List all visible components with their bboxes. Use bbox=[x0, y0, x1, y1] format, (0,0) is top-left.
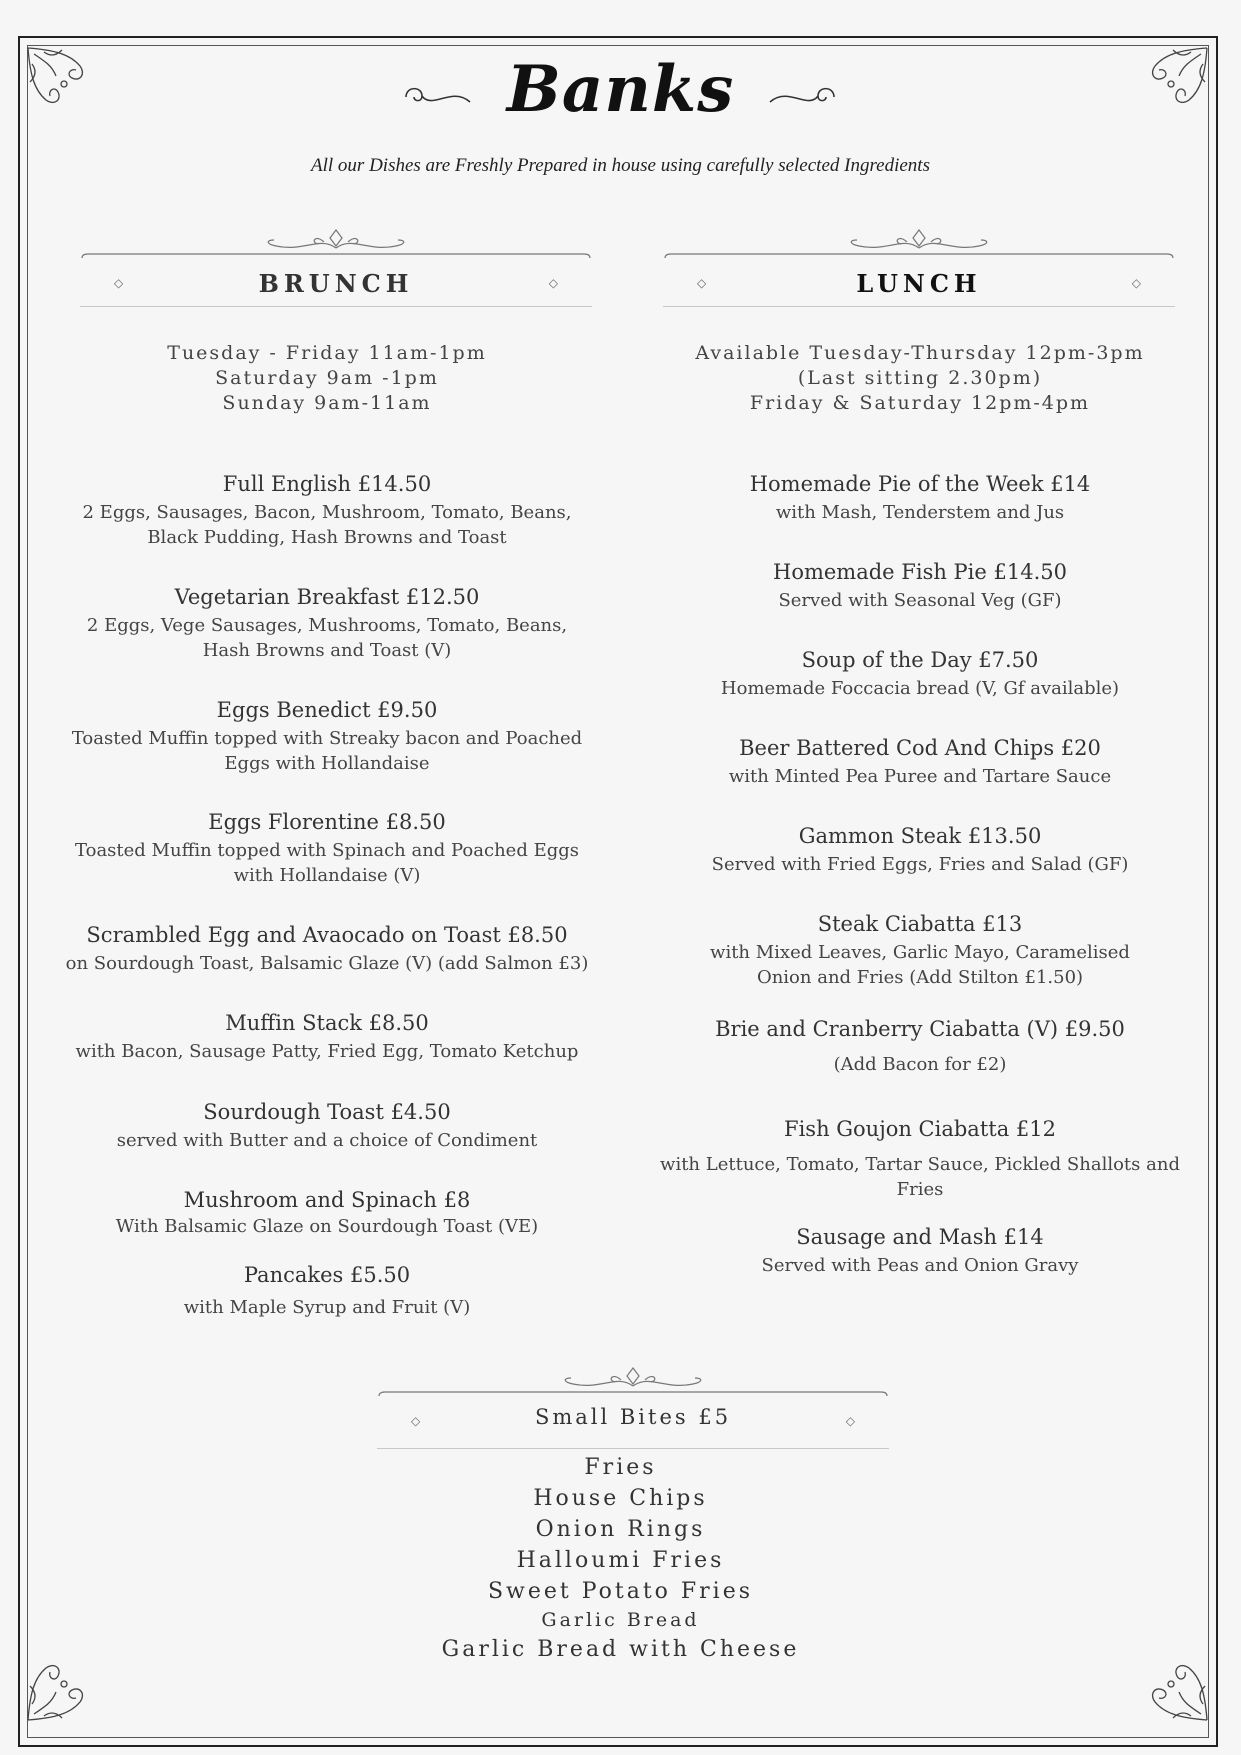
item-name: Mushroom and Spinach £8 bbox=[183, 1188, 471, 1212]
item-name: Soup of the Day £7.50 bbox=[801, 648, 1039, 672]
item-description: on Sourdough Toast, Balsamic Glaze (V) (add Salmon £3) bbox=[65, 953, 589, 974]
tagline: All our Dishes are Freshly Prepared in house using carefully selected Ingredients bbox=[311, 155, 930, 176]
lunch-hours bbox=[650, 341, 1190, 416]
item-description: with Mash, Tenderstem and Jus bbox=[775, 502, 1065, 523]
divider bbox=[377, 1448, 889, 1449]
list-item: Sweet Potato Fries bbox=[487, 1579, 754, 1604]
brunch-column bbox=[67, 341, 587, 1331]
item-description: 2 Eggs, Sausages, Bacon, Mushroom, Tomato, Beans, Black Pudding, Hash Browns and Toast bbox=[82, 502, 572, 548]
list-item: Garlic Bread bbox=[541, 1609, 700, 1631]
item-name: Brie and Cranberry Ciabatta (V) £9.50 bbox=[715, 1017, 1125, 1041]
swirl-ornament-icon bbox=[766, 80, 838, 114]
item-description: Homemade Foccacia bread (V, Gf available) bbox=[720, 678, 1120, 699]
menu-item bbox=[47, 921, 607, 976]
menu-item bbox=[67, 583, 587, 663]
item-description: (Add Bacon for £2) bbox=[833, 1054, 1007, 1075]
diamond-icon: ◇ bbox=[411, 1414, 421, 1428]
diamond-icon: ◇ bbox=[548, 276, 558, 290]
item-description: with Lettuce, Tomato, Tartar Sauce, Pickled Shallots and Fries bbox=[660, 1154, 1180, 1200]
hours-line: Saturday 9am -1pm bbox=[215, 367, 439, 389]
item-description: Served with Peas and Onion Gravy bbox=[761, 1255, 1079, 1276]
hours-line: Sunday 9am-11am bbox=[222, 392, 432, 414]
item-description: 2 Eggs, Vege Sausages, Mushrooms, Tomato, Beans, Hash Browns and Toast (V) bbox=[86, 615, 568, 661]
item-name: Gammon Steak £13.50 bbox=[798, 824, 1042, 848]
header-ornament-icon bbox=[80, 222, 592, 262]
hours-line: (Last sitting 2.30pm) bbox=[797, 367, 1043, 389]
diamond-icon: ◇ bbox=[114, 276, 124, 290]
list-item: Fries bbox=[584, 1455, 657, 1480]
lunch-section-header bbox=[663, 222, 1175, 312]
diamond-icon: ◇ bbox=[1131, 276, 1141, 290]
hours-line: Friday & Saturday 12pm-4pm bbox=[749, 392, 1091, 414]
menu-item bbox=[67, 1098, 587, 1153]
item-description: Toasted Muffin topped with Spinach and Poached Eggs with Hollandaise (V) bbox=[75, 840, 579, 886]
diamond-icon: ◇ bbox=[697, 276, 707, 290]
menu-item bbox=[660, 1223, 1180, 1278]
list-item: Garlic Bread with Cheese bbox=[441, 1637, 800, 1662]
item-description: Served with Fried Eggs, Fries and Salad (GF) bbox=[711, 854, 1129, 875]
item-name: Homemade Pie of the Week £14 bbox=[749, 472, 1091, 496]
section-title-small-bites: Small Bites £5 bbox=[534, 1405, 732, 1429]
item-name: Homemade Fish Pie £14.50 bbox=[773, 560, 1067, 584]
list-item: Halloumi Fries bbox=[516, 1548, 725, 1573]
menu-item bbox=[700, 910, 1140, 990]
menu-item bbox=[660, 646, 1180, 701]
list-item: House Chips bbox=[533, 1486, 708, 1511]
item-name: Muffin Stack £8.50 bbox=[225, 1011, 429, 1035]
item-name: Sausage and Mash £14 bbox=[796, 1225, 1044, 1249]
brunch-hours bbox=[57, 341, 597, 416]
menu-item bbox=[67, 696, 587, 776]
menu-item bbox=[67, 808, 587, 888]
restaurant-logo-title: Banks bbox=[506, 52, 735, 127]
small-bites-section-header bbox=[377, 1360, 889, 1450]
menu-item bbox=[660, 1015, 1180, 1077]
hours-line: Tuesday - Friday 11am-1pm bbox=[167, 342, 487, 364]
brunch-section-header bbox=[80, 222, 592, 312]
list-item: Onion Rings bbox=[535, 1517, 706, 1542]
item-description: with Minted Pea Puree and Tartare Sauce bbox=[728, 766, 1112, 787]
item-name: Beer Battered Cod And Chips £20 bbox=[739, 736, 1101, 760]
divider bbox=[80, 306, 592, 307]
item-name: Steak Ciabatta £13 bbox=[817, 912, 1023, 936]
item-name: Fish Goujon Ciabatta £12 bbox=[784, 1117, 1056, 1141]
item-description: with Maple Syrup and Fruit (V) bbox=[183, 1297, 471, 1318]
item-description: Toasted Muffin topped with Streaky bacon and Poached Eggs with Hollandaise bbox=[71, 728, 583, 774]
hours-line: Available Tuesday-Thursday 12pm-3pm bbox=[695, 342, 1145, 364]
small-bites-list bbox=[0, 1452, 1241, 1665]
menu-item bbox=[660, 734, 1180, 789]
menu-item bbox=[67, 1186, 587, 1239]
menu-item bbox=[67, 1261, 587, 1320]
item-description: served with Butter and a choice of Condiment bbox=[116, 1130, 538, 1151]
item-name: Full English £14.50 bbox=[222, 472, 432, 496]
section-title-brunch: BRUNCH bbox=[258, 269, 414, 298]
divider bbox=[663, 306, 1175, 307]
menu-item bbox=[660, 822, 1180, 877]
item-name: Eggs Benedict £9.50 bbox=[216, 698, 438, 722]
header-ornament-icon bbox=[377, 1360, 889, 1400]
header-ornament-icon bbox=[663, 222, 1175, 262]
item-description: with Mixed Leaves, Garlic Mayo, Caramelised Onion and Fries (Add Stilton £1.50) bbox=[710, 942, 1130, 988]
item-name: Eggs Florentine £8.50 bbox=[208, 810, 446, 834]
item-name: Vegetarian Breakfast £12.50 bbox=[174, 585, 480, 609]
diamond-icon: ◇ bbox=[845, 1414, 855, 1428]
menu-item bbox=[660, 470, 1180, 525]
menu-item bbox=[67, 470, 587, 550]
lunch-column bbox=[660, 341, 1180, 1301]
menu-item bbox=[660, 558, 1180, 613]
item-name: Pancakes £5.50 bbox=[243, 1263, 411, 1287]
menu-item bbox=[67, 1009, 587, 1064]
item-name: Scrambled Egg and Avaocado on Toast £8.50 bbox=[86, 923, 568, 947]
menu-item bbox=[650, 1115, 1190, 1202]
item-description: with Bacon, Sausage Patty, Fried Egg, Tomato Ketchup bbox=[75, 1041, 579, 1062]
item-name: Sourdough Toast £4.50 bbox=[203, 1100, 451, 1124]
item-description: With Balsamic Glaze on Sourdough Toast (VE) bbox=[115, 1216, 539, 1237]
section-title-lunch: LUNCH bbox=[856, 269, 982, 298]
item-description: Served with Seasonal Veg (GF) bbox=[778, 590, 1062, 611]
